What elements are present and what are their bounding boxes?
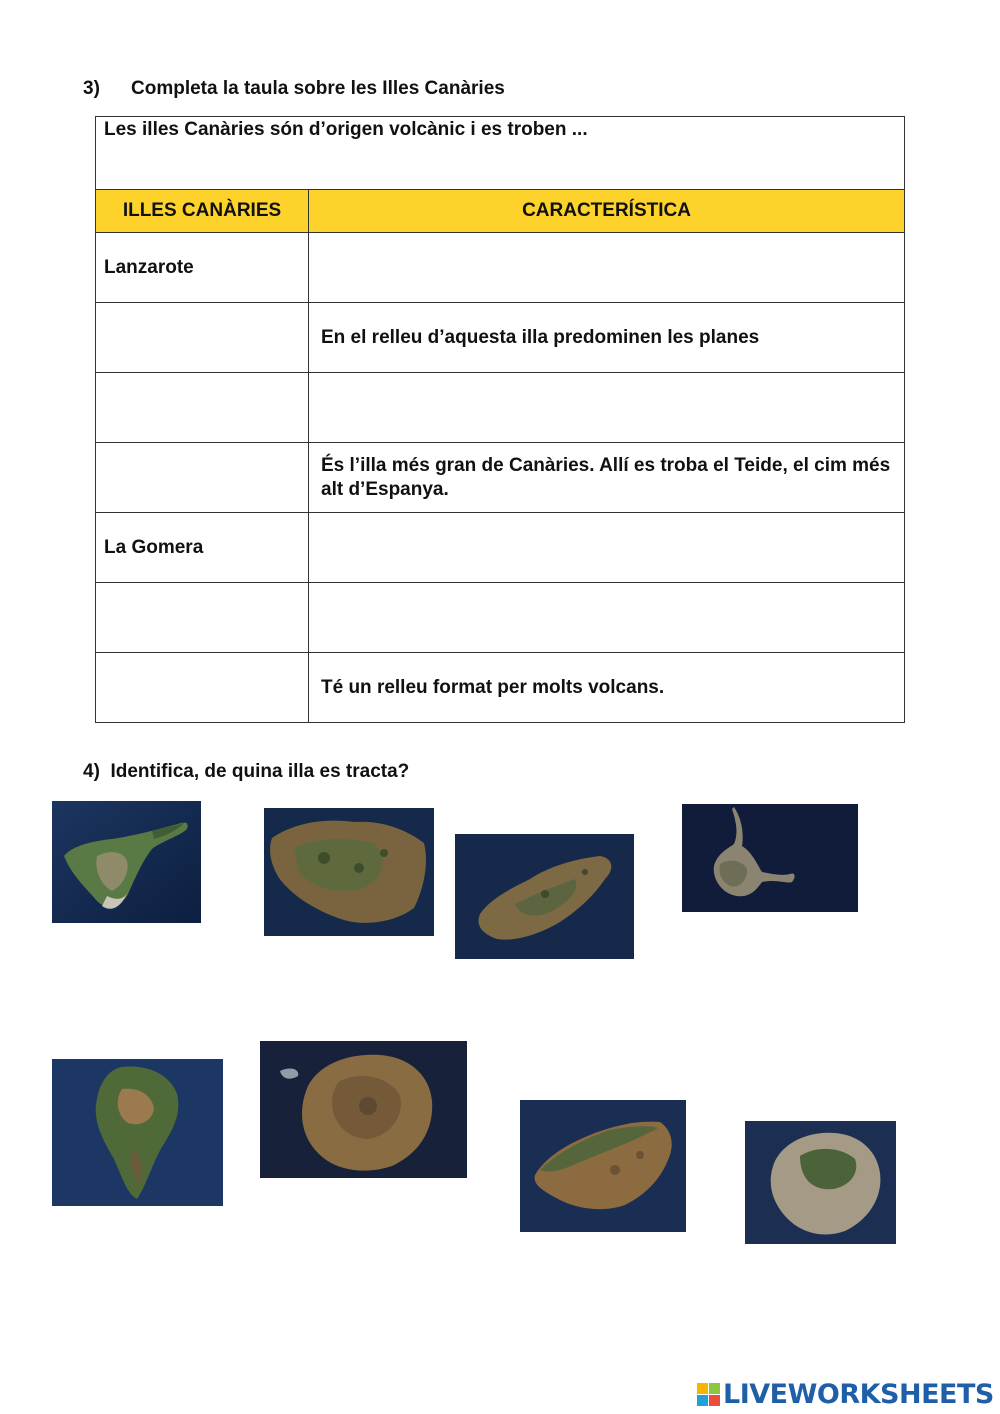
intro-text: Les illes Canàries són d’origen volcànic i es troben ... [104, 119, 588, 140]
header-islands: ILLES CANÀRIES [96, 190, 309, 233]
island-answer-field[interactable] [96, 303, 309, 373]
question-3-text: Completa la taula sobre les Illes Canàries [131, 78, 505, 99]
island-answer-field[interactable] [96, 653, 309, 723]
feature-cell: Té un relleu format per molts volcans. [309, 653, 905, 723]
liveworksheets-logo [697, 1374, 994, 1414]
feature-answer-field[interactable] [309, 583, 905, 653]
ibiza-satellite-image[interactable] [455, 834, 634, 959]
island-answer-field[interactable] [96, 443, 309, 513]
la-gomera-satellite-image[interactable] [745, 1121, 896, 1244]
formentera-satellite-image[interactable] [682, 804, 858, 912]
question-3-number: 3) [83, 78, 100, 99]
feature-answer-field[interactable] [309, 373, 905, 443]
feature-cell: És l’illa més gran de Canàries. Allí es troba el Teide, el cim més alt d’Espanya. [309, 443, 905, 513]
feature-answer-field[interactable] [309, 513, 905, 583]
island-answer-field[interactable] [96, 583, 309, 653]
liveworksheets-logo-text: LIVEWORKSHEETS [723, 1378, 994, 1410]
island-cell: La Gomera [96, 513, 309, 583]
feature-cell: En el relleu d’aquesta illa predominen les planes [309, 303, 905, 373]
table-row [96, 373, 905, 443]
question-3-title [83, 78, 505, 100]
intro-answer-cell[interactable] [96, 117, 905, 190]
table-row [96, 653, 905, 723]
table-row [96, 443, 905, 513]
menorca-satellite-image[interactable] [264, 808, 434, 936]
question-4-number: 4) [83, 761, 100, 782]
question-4-title [83, 761, 409, 783]
feature-answer-field[interactable] [309, 233, 905, 303]
liveworksheets-mark-icon [697, 1383, 720, 1406]
table-row [96, 233, 905, 303]
question-4-text: Identifica, de quina illa es tracta? [110, 761, 410, 782]
table-row [96, 583, 905, 653]
canary-islands-table [95, 116, 905, 723]
table-row [96, 303, 905, 373]
island-answer-field[interactable] [96, 373, 309, 443]
header-feature: CARACTERÍSTICA [309, 190, 905, 233]
table-row [96, 513, 905, 583]
mallorca-satellite-image[interactable] [520, 1100, 686, 1232]
la-palma-satellite-image[interactable] [52, 1059, 223, 1206]
gran-canaria-satellite-image[interactable] [260, 1041, 467, 1178]
tenerife-satellite-image[interactable] [52, 801, 201, 923]
island-cell: Lanzarote [96, 233, 309, 303]
